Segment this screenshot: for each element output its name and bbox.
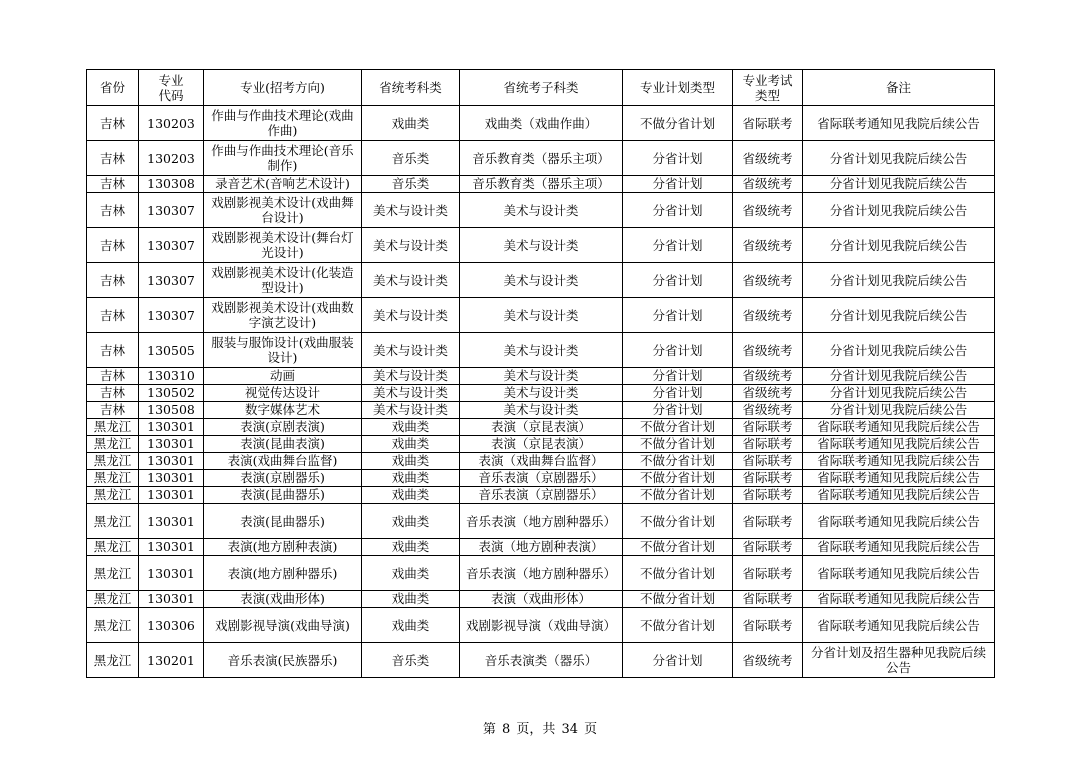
cell-exam-subcategory: 音乐教育类（器乐主项） (460, 141, 623, 176)
cell-exam-subcategory: 音乐表演（地方剧种器乐） (460, 556, 623, 591)
cell-plan-type: 不做分省计划 (623, 556, 733, 591)
cell-remarks: 省际联考通知见我院后续公告 (803, 106, 995, 141)
cell-major-code: 130310 (139, 368, 204, 385)
cell-exam-category: 戏曲类 (362, 453, 460, 470)
cell-exam-category: 美术与设计类 (362, 333, 460, 368)
cell-exam-subcategory: 美术与设计类 (460, 385, 623, 402)
cell-remarks: 分省计划见我院后续公告 (803, 228, 995, 263)
cell-remarks: 省际联考通知见我院后续公告 (803, 608, 995, 643)
cell-province: 吉林 (87, 333, 139, 368)
cell-exam-subcategory: 美术与设计类 (460, 193, 623, 228)
cell-plan-type: 不做分省计划 (623, 106, 733, 141)
cell-plan-type: 分省计划 (623, 385, 733, 402)
cell-plan-type: 分省计划 (623, 368, 733, 385)
cell-exam-category: 美术与设计类 (362, 368, 460, 385)
cell-remarks: 省际联考通知见我院后续公告 (803, 556, 995, 591)
cell-exam-subcategory: 美术与设计类 (460, 402, 623, 419)
cell-major: 录音艺术(音响艺术设计) (204, 176, 362, 193)
cell-province: 黑龙江 (87, 608, 139, 643)
cell-province: 黑龙江 (87, 453, 139, 470)
cell-major: 表演(戏曲舞台监督) (204, 453, 362, 470)
table-row (87, 591, 995, 608)
cell-major: 表演(昆曲表演) (204, 436, 362, 453)
cell-exam-category: 戏曲类 (362, 591, 460, 608)
table-row (87, 385, 995, 402)
cell-exam-category: 美术与设计类 (362, 402, 460, 419)
cell-province: 吉林 (87, 141, 139, 176)
header-exam-subcategory: 省统考子科类 (460, 70, 623, 106)
cell-exam-type: 省际联考 (733, 487, 803, 504)
cell-exam-category: 音乐类 (362, 176, 460, 193)
cell-province: 黑龙江 (87, 436, 139, 453)
cell-exam-type: 省级统考 (733, 228, 803, 263)
cell-plan-type: 分省计划 (623, 643, 733, 678)
cell-exam-type: 省际联考 (733, 539, 803, 556)
cell-province: 吉林 (87, 228, 139, 263)
cell-major-code: 130307 (139, 298, 204, 333)
cell-major: 动画 (204, 368, 362, 385)
cell-exam-subcategory: 美术与设计类 (460, 228, 623, 263)
cell-major: 戏剧影视美术设计(戏曲舞台设计) (204, 193, 362, 228)
cell-exam-subcategory: 音乐表演（地方剧种器乐） (460, 504, 623, 539)
cell-exam-subcategory: 戏剧影视导演（戏曲导演） (460, 608, 623, 643)
cell-major-code: 130301 (139, 470, 204, 487)
cell-exam-category: 戏曲类 (362, 470, 460, 487)
table-row (87, 643, 995, 678)
page-footer: 第 8 页，共 34 页 (482, 722, 598, 737)
cell-plan-type: 分省计划 (623, 228, 733, 263)
table-row (87, 487, 995, 504)
table-row (87, 333, 995, 368)
cell-major-code: 130307 (139, 263, 204, 298)
cell-province: 黑龙江 (87, 556, 139, 591)
cell-remarks: 分省计划见我院后续公告 (803, 368, 995, 385)
cell-major-code: 130203 (139, 106, 204, 141)
cell-exam-subcategory: 表演（戏曲形体） (460, 591, 623, 608)
cell-major: 作曲与作曲技术理论(戏曲作曲) (204, 106, 362, 141)
cell-major-code: 130502 (139, 385, 204, 402)
cell-plan-type: 不做分省计划 (623, 591, 733, 608)
table-row (87, 263, 995, 298)
cell-exam-subcategory: 表演（京昆表演） (460, 419, 623, 436)
cell-major-code: 130307 (139, 228, 204, 263)
cell-major: 表演(昆曲器乐) (204, 504, 362, 539)
cell-province: 黑龙江 (87, 539, 139, 556)
cell-remarks: 分省计划见我院后续公告 (803, 402, 995, 419)
cell-exam-category: 戏曲类 (362, 608, 460, 643)
cell-exam-subcategory: 美术与设计类 (460, 298, 623, 333)
cell-province: 黑龙江 (87, 487, 139, 504)
cell-remarks: 分省计划见我院后续公告 (803, 193, 995, 228)
cell-exam-type: 省际联考 (733, 591, 803, 608)
table-row (87, 193, 995, 228)
cell-province: 吉林 (87, 402, 139, 419)
cell-exam-type: 省级统考 (733, 298, 803, 333)
cell-remarks: 省际联考通知见我院后续公告 (803, 487, 995, 504)
admissions-table (86, 69, 995, 678)
table-row (87, 539, 995, 556)
cell-plan-type: 不做分省计划 (623, 436, 733, 453)
cell-plan-type: 分省计划 (623, 263, 733, 298)
table-row (87, 453, 995, 470)
cell-province: 吉林 (87, 193, 139, 228)
cell-major: 戏剧影视美术设计(戏曲数字演艺设计) (204, 298, 362, 333)
cell-plan-type: 不做分省计划 (623, 539, 733, 556)
cell-exam-category: 美术与设计类 (362, 263, 460, 298)
table-header-row (87, 70, 995, 106)
cell-exam-subcategory: 表演（京昆表演） (460, 436, 623, 453)
cell-province: 黑龙江 (87, 419, 139, 436)
cell-major: 戏剧影视导演(戏曲导演) (204, 608, 362, 643)
cell-major: 表演(京剧器乐) (204, 470, 362, 487)
cell-exam-type: 省际联考 (733, 106, 803, 141)
header-remarks: 备注 (803, 70, 995, 106)
header-plan-type: 专业计划类型 (623, 70, 733, 106)
cell-remarks: 分省计划见我院后续公告 (803, 263, 995, 298)
cell-exam-category: 音乐类 (362, 141, 460, 176)
header-province: 省份 (87, 70, 139, 106)
cell-exam-subcategory: 表演（地方剧种表演） (460, 539, 623, 556)
cell-exam-subcategory: 美术与设计类 (460, 263, 623, 298)
cell-major: 作曲与作曲技术理论(音乐制作) (204, 141, 362, 176)
cell-major: 数字媒体艺术 (204, 402, 362, 419)
cell-exam-category: 美术与设计类 (362, 228, 460, 263)
cell-plan-type: 不做分省计划 (623, 487, 733, 504)
table-row (87, 504, 995, 539)
cell-remarks: 分省计划见我院后续公告 (803, 176, 995, 193)
cell-remarks: 省际联考通知见我院后续公告 (803, 453, 995, 470)
cell-major: 表演(京剧表演) (204, 419, 362, 436)
cell-plan-type: 分省计划 (623, 176, 733, 193)
cell-remarks: 省际联考通知见我院后续公告 (803, 419, 995, 436)
cell-province: 吉林 (87, 298, 139, 333)
cell-exam-subcategory: 美术与设计类 (460, 368, 623, 385)
header-major: 专业(招考方向) (204, 70, 362, 106)
cell-major-code: 130301 (139, 591, 204, 608)
table-row (87, 298, 995, 333)
cell-major-code: 130301 (139, 504, 204, 539)
cell-exam-subcategory: 音乐教育类（器乐主项） (460, 176, 623, 193)
cell-plan-type: 不做分省计划 (623, 608, 733, 643)
cell-major: 戏剧影视美术设计(化装造型设计) (204, 263, 362, 298)
table-row (87, 176, 995, 193)
cell-exam-type: 省级统考 (733, 333, 803, 368)
cell-exam-type: 省际联考 (733, 504, 803, 539)
cell-major: 视觉传达设计 (204, 385, 362, 402)
cell-major: 表演(昆曲器乐) (204, 487, 362, 504)
cell-plan-type: 分省计划 (623, 333, 733, 368)
cell-remarks: 分省计划见我院后续公告 (803, 298, 995, 333)
cell-major: 戏剧影视美术设计(舞台灯光设计) (204, 228, 362, 263)
cell-exam-category: 戏曲类 (362, 419, 460, 436)
cell-province: 吉林 (87, 106, 139, 141)
cell-major-code: 130505 (139, 333, 204, 368)
cell-exam-type: 省级统考 (733, 193, 803, 228)
cell-major-code: 130301 (139, 453, 204, 470)
cell-exam-category: 戏曲类 (362, 504, 460, 539)
cell-exam-type: 省级统考 (733, 141, 803, 176)
cell-exam-category: 戏曲类 (362, 556, 460, 591)
table-row (87, 402, 995, 419)
table-row (87, 368, 995, 385)
cell-exam-type: 省级统考 (733, 263, 803, 298)
cell-exam-category: 戏曲类 (362, 539, 460, 556)
cell-plan-type: 分省计划 (623, 402, 733, 419)
cell-exam-type: 省际联考 (733, 470, 803, 487)
cell-remarks: 省际联考通知见我院后续公告 (803, 470, 995, 487)
cell-major: 服装与服饰设计(戏曲服装设计) (204, 333, 362, 368)
cell-province: 吉林 (87, 263, 139, 298)
cell-major-code: 130201 (139, 643, 204, 678)
cell-plan-type: 分省计划 (623, 193, 733, 228)
cell-exam-category: 美术与设计类 (362, 385, 460, 402)
table-row (87, 419, 995, 436)
cell-exam-subcategory: 音乐表演（京剧器乐） (460, 470, 623, 487)
header-exam-category: 省统考科类 (362, 70, 460, 106)
cell-major-code: 130203 (139, 141, 204, 176)
header-exam-type: 专业考试 类型 (733, 70, 803, 106)
cell-exam-subcategory: 音乐表演（京剧器乐） (460, 487, 623, 504)
cell-province: 吉林 (87, 385, 139, 402)
cell-exam-type: 省际联考 (733, 556, 803, 591)
cell-province: 黑龙江 (87, 504, 139, 539)
cell-plan-type: 分省计划 (623, 141, 733, 176)
cell-province: 黑龙江 (87, 591, 139, 608)
cell-major-code: 130301 (139, 539, 204, 556)
cell-major-code: 130308 (139, 176, 204, 193)
cell-exam-type: 省际联考 (733, 453, 803, 470)
cell-exam-category: 美术与设计类 (362, 193, 460, 228)
table-row (87, 228, 995, 263)
cell-major: 表演(地方剧种器乐) (204, 556, 362, 591)
cell-exam-subcategory: 美术与设计类 (460, 333, 623, 368)
table-row (87, 608, 995, 643)
cell-major-code: 130301 (139, 436, 204, 453)
cell-remarks: 省际联考通知见我院后续公告 (803, 539, 995, 556)
cell-exam-type: 省级统考 (733, 368, 803, 385)
cell-plan-type: 不做分省计划 (623, 453, 733, 470)
cell-major-code: 130307 (139, 193, 204, 228)
cell-exam-category: 戏曲类 (362, 106, 460, 141)
cell-major: 表演(戏曲形体) (204, 591, 362, 608)
cell-remarks: 省际联考通知见我院后续公告 (803, 591, 995, 608)
cell-major-code: 130508 (139, 402, 204, 419)
cell-exam-type: 省级统考 (733, 176, 803, 193)
cell-remarks: 分省计划见我院后续公告 (803, 141, 995, 176)
cell-province: 吉林 (87, 368, 139, 385)
cell-major-code: 130301 (139, 419, 204, 436)
cell-remarks: 分省计划及招生器种见我院后续公告 (803, 643, 995, 678)
table-row (87, 106, 995, 141)
cell-province: 吉林 (87, 176, 139, 193)
cell-exam-subcategory: 音乐表演类（器乐） (460, 643, 623, 678)
header-major-code: 专业 代码 (139, 70, 204, 106)
cell-major: 音乐表演(民族器乐) (204, 643, 362, 678)
cell-plan-type: 不做分省计划 (623, 419, 733, 436)
cell-remarks: 分省计划见我院后续公告 (803, 385, 995, 402)
cell-remarks: 分省计划见我院后续公告 (803, 333, 995, 368)
cell-major-code: 130301 (139, 487, 204, 504)
cell-exam-type: 省级统考 (733, 385, 803, 402)
cell-remarks: 省际联考通知见我院后续公告 (803, 436, 995, 453)
table-row (87, 141, 995, 176)
cell-province: 黑龙江 (87, 643, 139, 678)
cell-exam-subcategory: 戏曲类（戏曲作曲） (460, 106, 623, 141)
table-row (87, 556, 995, 591)
cell-province: 黑龙江 (87, 470, 139, 487)
cell-major-code: 130301 (139, 556, 204, 591)
cell-exam-type: 省级统考 (733, 402, 803, 419)
cell-exam-category: 音乐类 (362, 643, 460, 678)
cell-remarks: 省际联考通知见我院后续公告 (803, 504, 995, 539)
cell-exam-category: 美术与设计类 (362, 298, 460, 333)
cell-major: 表演(地方剧种表演) (204, 539, 362, 556)
cell-exam-type: 省级统考 (733, 643, 803, 678)
cell-plan-type: 分省计划 (623, 298, 733, 333)
cell-major-code: 130306 (139, 608, 204, 643)
cell-exam-category: 戏曲类 (362, 487, 460, 504)
cell-exam-type: 省际联考 (733, 419, 803, 436)
table-row (87, 470, 995, 487)
cell-exam-type: 省际联考 (733, 436, 803, 453)
table-row (87, 436, 995, 453)
cell-exam-subcategory: 表演（戏曲舞台监督） (460, 453, 623, 470)
cell-plan-type: 不做分省计划 (623, 504, 733, 539)
cell-plan-type: 不做分省计划 (623, 470, 733, 487)
cell-exam-category: 戏曲类 (362, 436, 460, 453)
cell-exam-type: 省际联考 (733, 608, 803, 643)
